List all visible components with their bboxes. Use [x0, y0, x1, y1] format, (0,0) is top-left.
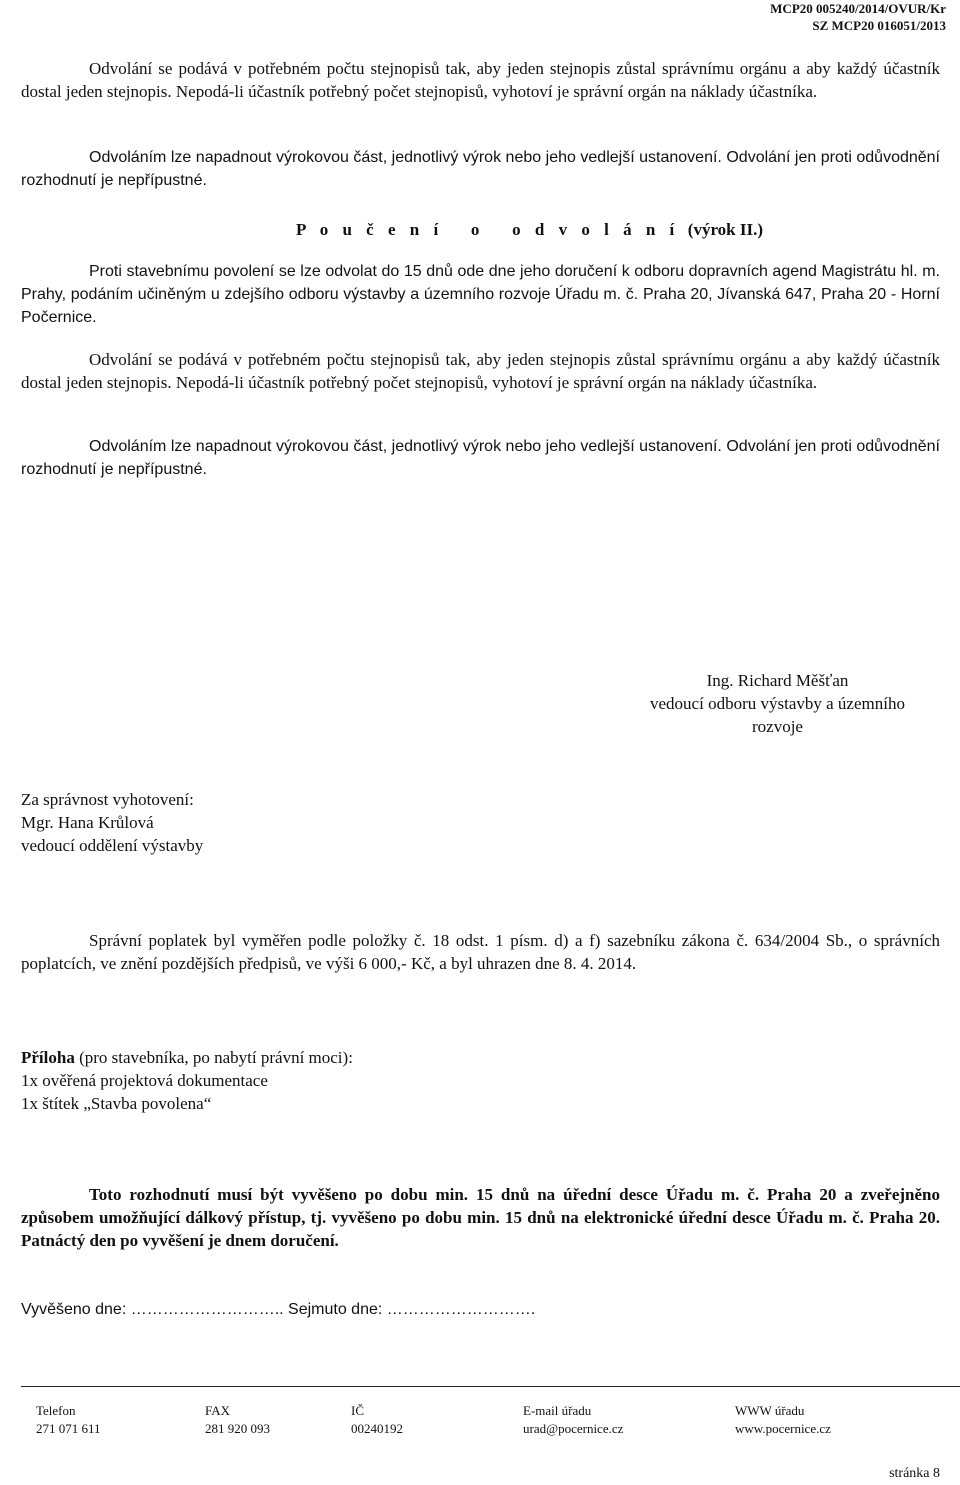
footer-label: E-mail úřadu: [523, 1403, 592, 1418]
attachment-title: [21, 1046, 353, 1069]
footer-phone: [36, 1402, 101, 1438]
reference-number-2: SZ MCP20 016051/2013: [812, 18, 946, 33]
footer-label: FAX: [205, 1403, 231, 1418]
signatory-role-line-1: vedoucí odboru výstavby a územního: [650, 694, 905, 713]
footer-label: Telefon: [36, 1403, 76, 1418]
attachment-block: [21, 1046, 353, 1115]
paragraph-text: Odvolání se podává v potřebném počtu stejnopisů tak, aby jeden stejnopis zůstal správnímu orgánu a aby každý účastník dostal jeden stejnopis. Nepodá-li účastník potřebný počet stejnopisů, vyhotoví je správní orgán na náklady účastníka.: [21, 350, 940, 392]
paragraph-text: Odvoláním lze napadnout výrokovou část, jednotlivý výrok nebo jeho vedlejší ustanovení. Odvolání jen proti odůvodnění rozhodnutí je nepřípustné.: [21, 149, 940, 189]
appeal-copies-paragraph-2: [21, 348, 940, 394]
reference-number-1: MCP20 005240/2014/OVUR/Kr: [770, 1, 946, 16]
accuracy-name: Mgr. Hana Krůlová: [21, 813, 154, 832]
notice-paragraph: [21, 1183, 940, 1252]
footer-value: urad@pocernice.cz: [523, 1421, 624, 1436]
footer-value: www.pocernice.cz: [735, 1421, 831, 1436]
footer-label: WWW úřadu: [735, 1403, 805, 1418]
page-number: stránka 8: [889, 1466, 940, 1481]
footer-value: 281 920 093: [205, 1421, 270, 1436]
footer-fax: [205, 1402, 270, 1438]
accuracy-block: [21, 788, 203, 857]
signatory-name: Ing. Richard Měšťan: [706, 671, 849, 690]
footer-website: [735, 1402, 831, 1438]
attachment-item-1: 1x ověřená projektová dokumentace: [21, 1071, 268, 1090]
accuracy-label: Za správnost vyhotovení:: [21, 790, 194, 809]
signatory-role-line-2: rozvoje: [752, 717, 803, 736]
footer-label: IČ: [351, 1403, 364, 1418]
footer-value: 271 071 611: [36, 1421, 101, 1436]
footer-company-id: [351, 1402, 403, 1438]
paragraph-text: Správní poplatek byl vyměřen podle položky č. 18 odst. 1 písm. d) a f) sazebníku zákona č. 634/2004 Sb., o správních poplatcích, ve znění pozdějších předpisů, ve výši 6 000,- Kč, a byl uhrazen dne 8. 4. 2014.: [21, 931, 940, 973]
appeal-instruction-heading: [296, 218, 763, 241]
document-reference: [770, 0, 946, 34]
accuracy-role: vedoucí oddělení výstavby: [21, 836, 204, 855]
posting-dates-line: Vyvěšeno dne: ……………………….. Sejmuto dne: ……………………….: [21, 1301, 536, 1318]
attachment-title-rest: (pro stavebníka, po nabytí právní moci):: [74, 1048, 353, 1067]
paragraph-text: Proti stavebnímu povolení se lze odvolat do 15 dnů ode dne jeho doručení k odboru dopravních agend Magistrátu hl. m. Prahy, podáním učiněným u zdejšího odboru výstavby a územního rozvoje Úřadu m. č. Praha 20, Jívanská 647, Praha 20 - Horní Počernice.: [21, 263, 940, 326]
paragraph-text: Odvolání se podává v potřebném počtu stejnopisů tak, aby jeden stejnopis zůstal správnímu orgánu a aby každý účastník dostal jeden stejnopis. Nepodá-li účastník potřebný počet stejnopisů, vyhotoví je správní orgán na náklady účastníka.: [21, 59, 940, 101]
attachment-item-2: 1x štítek „Stavba povolena“: [21, 1094, 212, 1113]
appeal-scope-paragraph-1: [21, 146, 940, 192]
paragraph-text: Toto rozhodnutí musí být vyvěšeno po dobu min. 15 dnů na úřední desce Úřadu m. č. Praha 20 a zveřejněno způsobem umožňující dálkový přístup, tj. vyvěšeno po dobu min. 15 dnů na elektronické úřední desce Úřadu m. č. Praha 20. Patnáctý den po vyvěšení je dnem doručení.: [21, 1185, 940, 1250]
paragraph-text: Odvoláním lze napadnout výrokovou část, jednotlivý výrok nebo jeho vedlejší ustanovení. Odvolání jen proti odůvodnění rozhodnutí je nepřípustné.: [21, 438, 940, 478]
signatory-block: [620, 669, 935, 738]
heading-suffix: (výrok II.): [687, 220, 764, 239]
footer-email: [523, 1402, 623, 1438]
fee-paragraph: [21, 929, 940, 975]
footer-value: 00240192: [351, 1421, 403, 1436]
appeal-copies-paragraph-1: [21, 57, 940, 103]
posting-dates: [21, 1298, 535, 1321]
appeal-scope-paragraph-2: [21, 435, 940, 481]
heading-spaced-text: P o u č e n í o o d v o l á n í: [296, 220, 680, 239]
appeal-instruction-paragraph: [21, 260, 940, 329]
attachment-title-bold: Příloha: [21, 1048, 75, 1067]
footer-divider: [21, 1386, 960, 1387]
